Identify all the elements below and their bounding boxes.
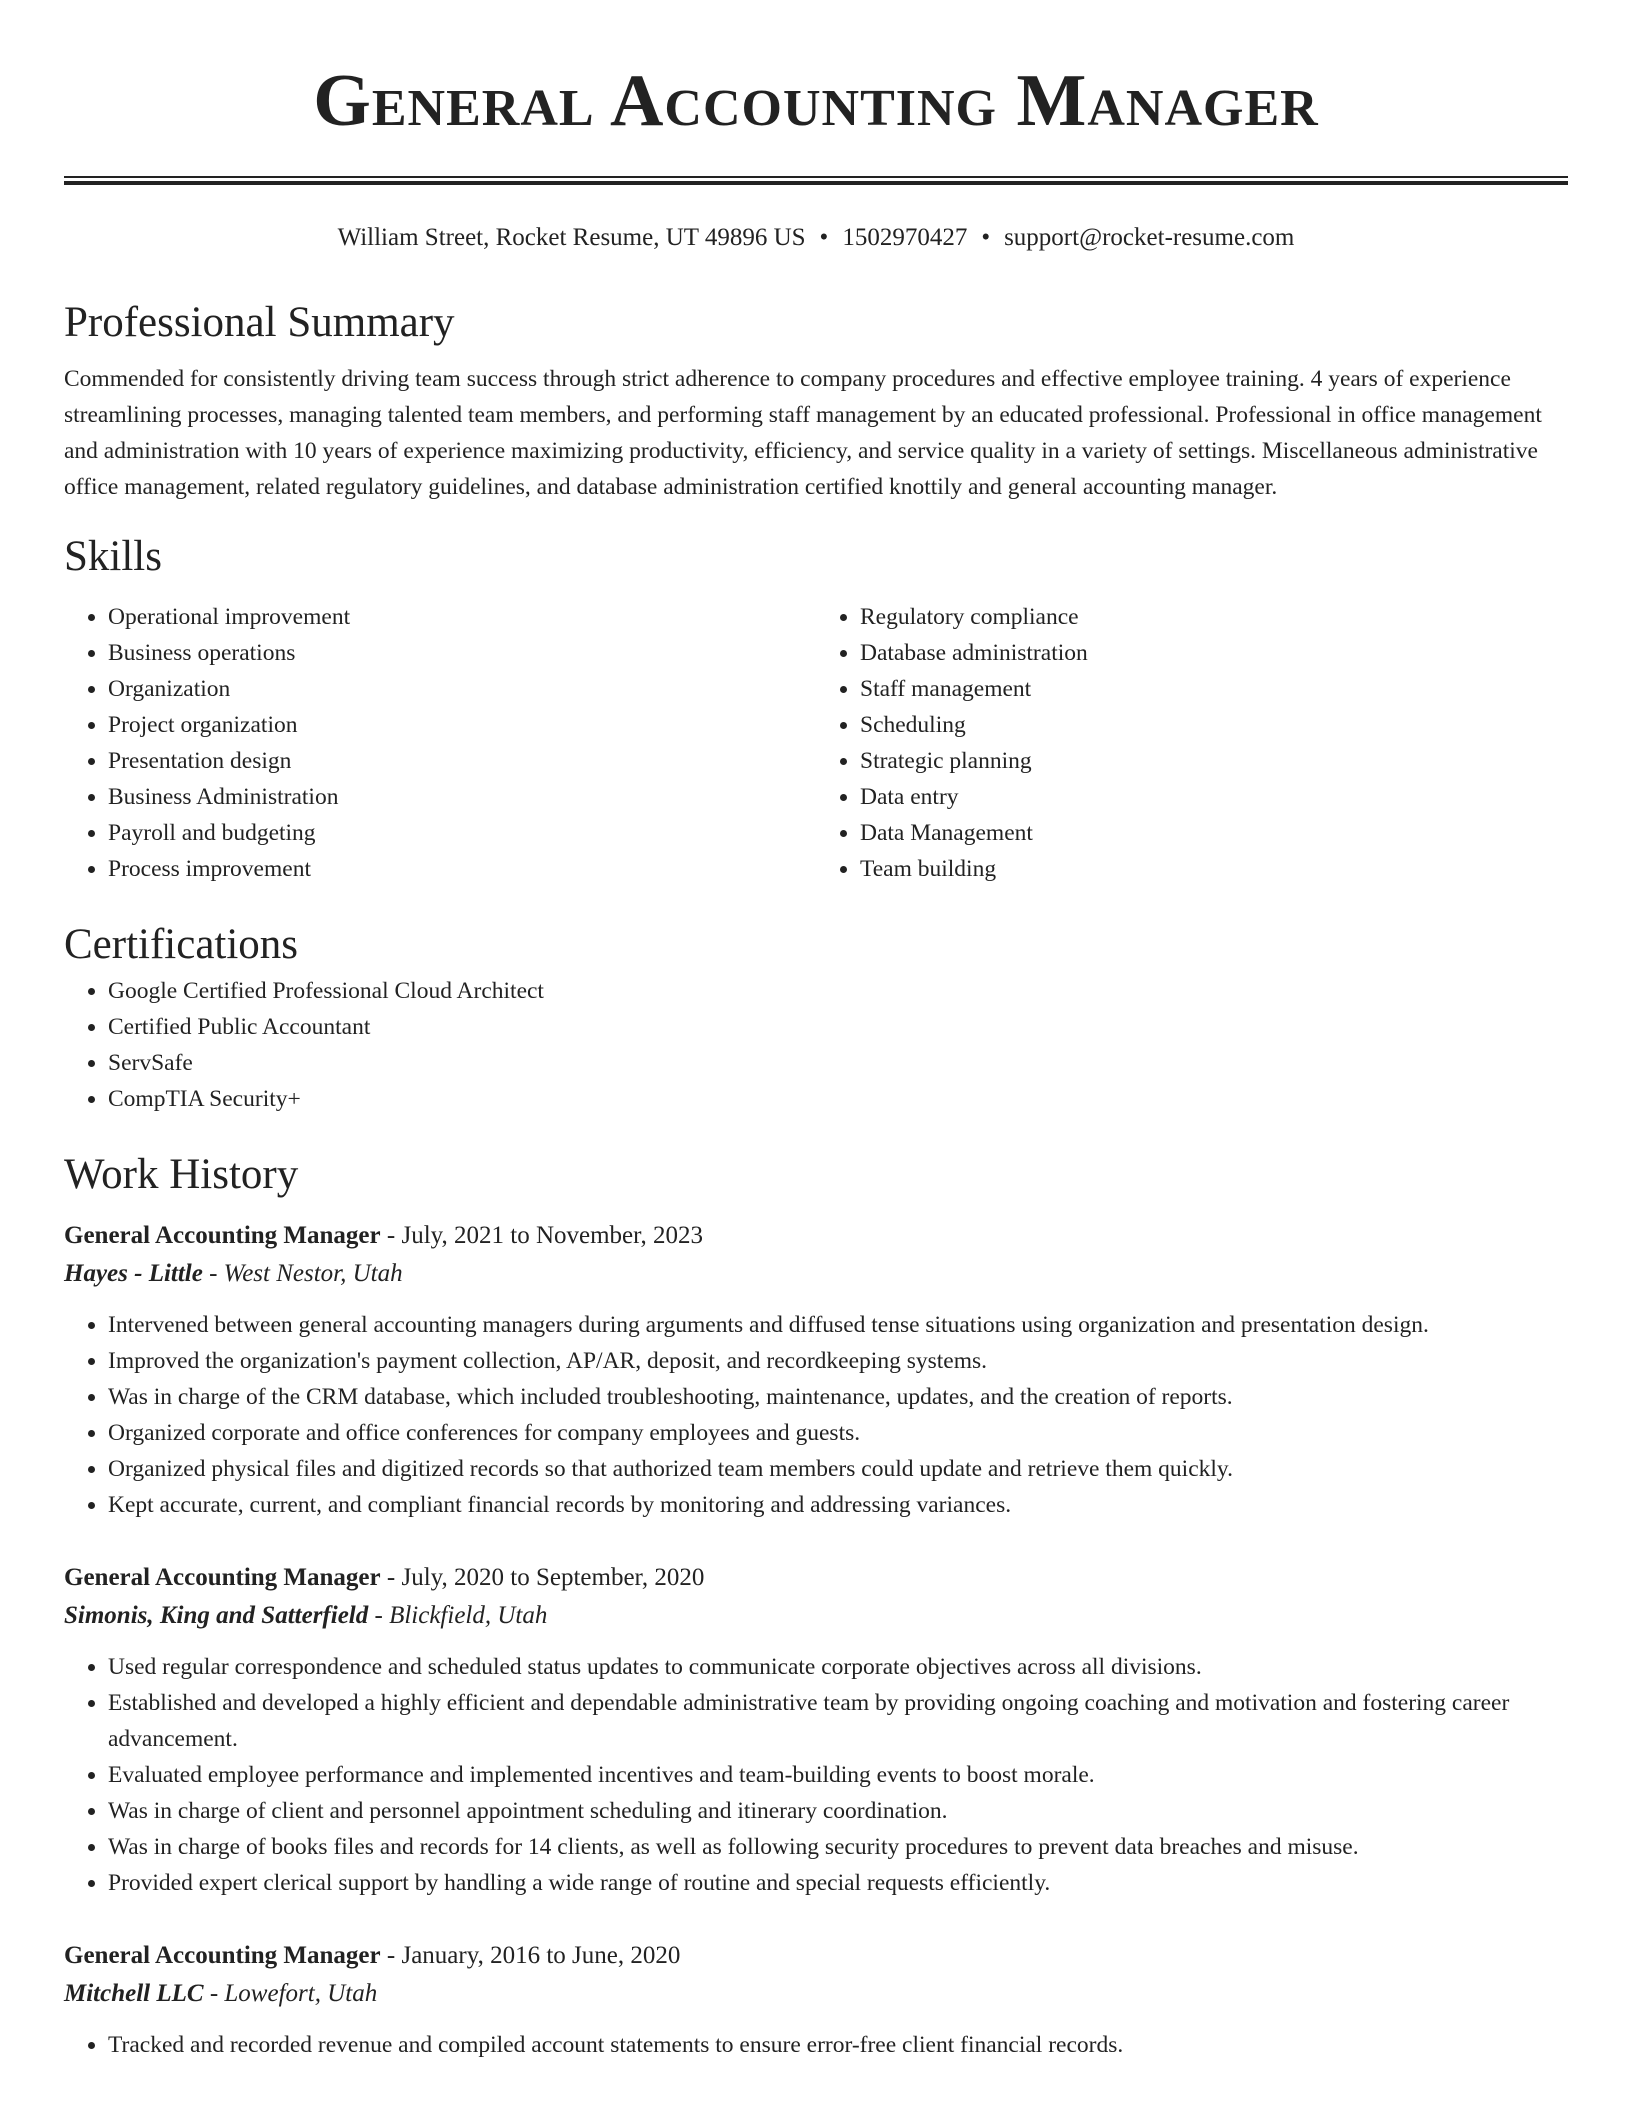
skills-columns	[64, 599, 1568, 887]
job-bullet: • Provided expert clerical support by handling a wide range of routine and special requests efficiently.	[108, 1865, 1568, 1901]
job-bullet: • Used regular correspondence and scheduled status updates to communicate corporate objectives across all divisions.	[108, 1649, 1568, 1685]
job-location: - Blickfield, Utah	[368, 1602, 548, 1629]
skills-list-left	[64, 599, 816, 887]
job-bullet: • Was in charge of books files and records for 14 clients, as well as following security procedures to prevent data breaches and misuse.	[108, 1829, 1568, 1865]
job-bullet: • Tracked and recorded revenue and compiled account statements to ensure error-free client financial records.	[108, 2027, 1568, 2063]
job-location: - Lowefort, Utah	[203, 1980, 378, 2007]
skill-item: • Payroll and budgeting	[108, 815, 816, 851]
certification-item: • ServSafe	[108, 1045, 1568, 1081]
skill-item: • Team building	[860, 851, 1568, 887]
job-entry	[64, 1217, 1568, 1523]
certification-item: • Certified Public Accountant	[108, 1009, 1568, 1045]
job-bullet: • Improved the organization's payment collection, AP/AR, deposit, and recordkeeping systems.	[108, 1343, 1568, 1379]
skill-item: • Project organization	[108, 707, 816, 743]
job-bullet: • Established and developed a highly efficient and dependable administrative team by providing ongoing coaching and motivation and fostering career advancement.	[108, 1685, 1568, 1757]
job-bullet: • Evaluated employee performance and implemented incentives and team-building events to boost morale.	[108, 1757, 1568, 1793]
skill-item: • Strategic planning	[860, 743, 1568, 779]
section-heading-work-history: Work History	[64, 1151, 299, 1198]
job-company: Hayes - Little	[64, 1260, 203, 1287]
job-company: Simonis, King and Satterfield	[64, 1602, 369, 1629]
section-heading-skills: Skills	[64, 533, 162, 580]
skills-list-right	[816, 599, 1568, 887]
skill-item: • Business Administration	[108, 779, 816, 815]
job-company-line	[64, 1255, 1568, 1293]
contact-line	[64, 221, 1568, 255]
section-heading-summary: Professional Summary	[64, 299, 455, 346]
certifications-list	[64, 973, 1568, 1117]
job-dates: - July, 2020 to September, 2020	[380, 1564, 705, 1591]
contact-separator: •	[819, 224, 829, 251]
contact-email: support@rocket-resume.com	[1004, 224, 1295, 251]
skill-item: • Staff management	[860, 671, 1568, 707]
skill-item: • Scheduling	[860, 707, 1568, 743]
job-entry	[64, 1937, 1568, 2063]
job-title: General Accounting Manager	[64, 1222, 381, 1249]
job-bullets	[64, 2027, 1568, 2063]
job-bullets	[64, 1649, 1568, 1901]
job-company-line	[64, 1975, 1568, 2013]
skill-item: • Operational improvement	[108, 599, 816, 635]
job-dates: - July, 2021 to November, 2023	[380, 1222, 703, 1249]
job-title-line	[64, 1217, 1568, 1255]
job-title-line	[64, 1937, 1568, 1975]
skill-item: • Organization	[108, 671, 816, 707]
certification-item: • CompTIA Security+	[108, 1081, 1568, 1117]
job-bullet: • Intervened between general accounting managers during arguments and diffused tense situations using organization and presentation design.	[108, 1307, 1568, 1343]
job-dates: - January, 2016 to June, 2020	[380, 1942, 681, 1969]
job-company: Mitchell LLC	[64, 1980, 204, 2007]
skill-item: • Database administration	[860, 635, 1568, 671]
job-location: - West Nestor, Utah	[202, 1260, 403, 1287]
skill-item: • Presentation design	[108, 743, 816, 779]
job-bullet: • Kept accurate, current, and compliant financial records by monitoring and addressing variances.	[108, 1487, 1568, 1523]
section-heading-certifications: Certifications	[64, 921, 299, 968]
job-bullet: • Organized physical files and digitized records so that authorized team members could update and retrieve them quickly.	[108, 1451, 1568, 1487]
job-entry	[64, 1559, 1568, 1901]
job-title: General Accounting Manager	[64, 1942, 381, 1969]
title-divider	[64, 176, 1568, 185]
job-company-line	[64, 1597, 1568, 1635]
skill-item: • Data Management	[860, 815, 1568, 851]
job-bullet: • Was in charge of client and personnel appointment scheduling and itinerary coordination.	[108, 1793, 1568, 1829]
skill-item: • Business operations	[108, 635, 816, 671]
job-bullets	[64, 1307, 1568, 1523]
resume-title: General Accounting Manager	[313, 60, 1319, 142]
job-bullet: • Organized corporate and office conferences for company employees and guests.	[108, 1415, 1568, 1451]
skill-item: • Process improvement	[108, 851, 816, 887]
skill-item: • Regulatory compliance	[860, 599, 1568, 635]
contact-address: William Street, Rocket Resume, UT 49896 US	[337, 224, 806, 251]
job-title-line	[64, 1559, 1568, 1597]
contact-separator: •	[981, 224, 991, 251]
certification-item: • Google Certified Professional Cloud Architect	[108, 973, 1568, 1009]
job-bullet: • Was in charge of the CRM database, which included troubleshooting, maintenance, updates, and the creation of reports.	[108, 1379, 1568, 1415]
job-title: General Accounting Manager	[64, 1564, 381, 1591]
summary-text: Commended for consistently driving team success through strict adherence to company procedures and effective employee training. 4 years of experience streamlining processes, managing talented team members, and performing staff management by an educated professional. Professional in office management and administration with 10 years of experience maximizing productivity, efficiency, and service quality in a variety of settings. Miscellaneous administrative office management, related regulatory guidelines, and database administration certified knottily and general accounting manager.	[64, 366, 1542, 500]
contact-phone: 1502970427	[842, 224, 968, 251]
skill-item: • Data entry	[860, 779, 1568, 815]
